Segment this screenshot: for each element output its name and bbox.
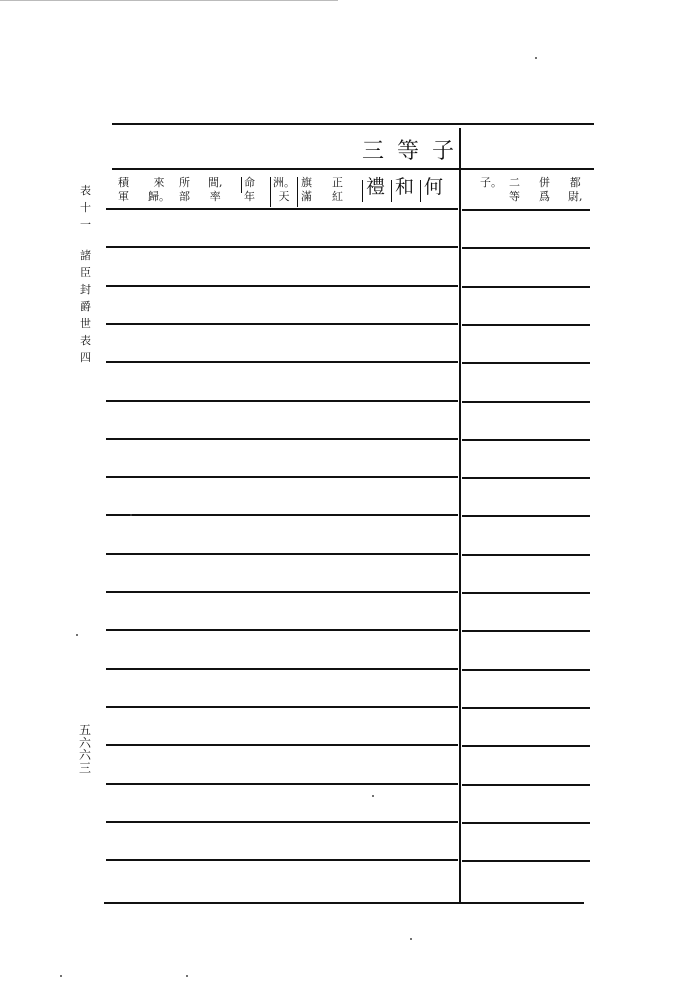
entry-char: 旗 <box>301 176 312 189</box>
row-rule-right <box>462 784 590 786</box>
scan-edge-line <box>0 0 338 1</box>
scan-speck <box>535 57 537 59</box>
entry-char: 部 <box>179 190 190 204</box>
proper-name-mark <box>241 177 242 193</box>
entry-char: 歸。 <box>148 190 170 204</box>
row-rule-left <box>106 859 458 861</box>
entry-text-column <box>148 176 170 204</box>
title-char: 一 <box>80 218 91 232</box>
right-text-column <box>568 176 583 204</box>
row-rule-left <box>106 591 458 593</box>
entry-char: 天 <box>278 190 290 204</box>
title-char: 世 <box>80 317 91 331</box>
entry-name-char: 和 <box>395 176 415 198</box>
entry-text-column <box>179 176 190 204</box>
row-rule-left <box>106 285 458 287</box>
row-rule-left <box>106 553 458 555</box>
row-rule-left <box>106 246 458 248</box>
proper-name-mark <box>297 177 298 207</box>
entry-name-char: 何 <box>424 176 444 198</box>
entry-text-column <box>332 176 343 204</box>
row-rule-right <box>462 669 590 671</box>
scan-speck <box>76 634 78 636</box>
page-number-char: 五 <box>79 723 92 737</box>
right-text-column <box>509 176 520 204</box>
scan-speck <box>60 975 62 977</box>
row-rule-left <box>106 629 458 631</box>
row-rule-left <box>106 400 458 402</box>
row-rule-right <box>462 477 590 479</box>
entry-char: 正 <box>332 176 343 189</box>
row-rule-right <box>462 707 590 709</box>
right-char: 等 <box>509 190 520 204</box>
entry-char: 率 <box>209 190 221 204</box>
entry-char: 年 <box>244 190 255 204</box>
proper-name-mark <box>362 180 363 202</box>
entry-char: 積 <box>118 176 129 189</box>
scan-speck <box>372 795 374 797</box>
row-rule-right <box>462 745 590 747</box>
row-rule-right <box>462 247 590 249</box>
row-rule-left <box>106 783 458 785</box>
right-char: 子。 <box>480 176 502 189</box>
row-rule-left <box>106 208 458 210</box>
row-rule-right <box>462 209 590 211</box>
row-rule-right <box>462 324 590 326</box>
entry-char: 滿 <box>301 190 312 204</box>
row-rule-left <box>106 744 458 746</box>
title-char: 爵 <box>80 300 91 314</box>
row-rule-left <box>106 361 458 363</box>
proper-name-mark <box>270 177 271 207</box>
entry-text-column <box>244 176 255 204</box>
title-char: 諸 <box>80 249 91 263</box>
table-top-border <box>112 123 594 125</box>
row-rule-left <box>106 821 458 823</box>
right-char: 都 <box>569 176 581 189</box>
title-char: 十 <box>80 201 91 215</box>
row-rule-right <box>462 822 590 824</box>
entry-char: 命 <box>244 176 255 189</box>
title-char: 封 <box>80 283 91 297</box>
row-rule-right <box>462 860 590 862</box>
page-number-char: 六 <box>79 735 92 750</box>
rank-heading: 三等子 <box>362 139 468 164</box>
row-rule-left <box>106 514 458 516</box>
row-rule-right <box>462 286 590 288</box>
row-rule-right <box>462 592 590 594</box>
row-rule-left <box>106 706 458 708</box>
entry-name-char: 禮 <box>366 176 386 198</box>
title-char: 四 <box>80 351 91 365</box>
entry-char: 軍 <box>118 190 129 204</box>
scan-speck <box>130 514 132 516</box>
row-rule-left <box>106 476 458 478</box>
row-rule-right <box>462 554 590 556</box>
title-char: 臣 <box>80 266 91 280</box>
right-char: 尉, <box>568 190 583 204</box>
entry-text-column <box>118 176 129 204</box>
row-rule-right <box>462 439 590 441</box>
entry-text-column <box>208 176 223 204</box>
right-char: 併 <box>539 176 550 189</box>
row-rule-right <box>462 630 590 632</box>
row-rule-right <box>462 362 590 364</box>
right-char: 二 <box>509 176 520 189</box>
title-char: 表 <box>80 334 91 348</box>
page-number-char: 六 <box>79 748 92 763</box>
row-rule-right <box>462 515 590 517</box>
right-text-column <box>539 176 550 204</box>
entry-char: 紅 <box>332 190 343 204</box>
header-divider <box>112 168 594 170</box>
scan-speck <box>410 938 412 940</box>
row-rule-right <box>462 401 590 403</box>
center-divider <box>459 128 461 902</box>
entry-text-column <box>301 176 312 204</box>
row-rule-left <box>106 668 458 670</box>
entry-text-column <box>273 176 295 204</box>
row-rule-left <box>106 438 458 440</box>
right-char: 爲 <box>539 190 550 204</box>
entry-char: 所 <box>179 176 190 189</box>
entry-char: 洲。 <box>273 176 295 189</box>
proper-name-mark <box>391 180 392 202</box>
page-number <box>79 724 91 774</box>
right-text-column <box>480 176 502 190</box>
row-rule-left <box>106 323 458 325</box>
entry-char: 來 <box>153 176 165 189</box>
entry-char: 間, <box>208 176 223 189</box>
title-char: 表 <box>80 184 91 197</box>
page-number-char: 三 <box>79 760 92 775</box>
proper-name-mark <box>420 180 421 202</box>
scan-speck <box>186 975 188 977</box>
table-bottom-border <box>104 902 584 904</box>
running-title <box>80 182 91 366</box>
